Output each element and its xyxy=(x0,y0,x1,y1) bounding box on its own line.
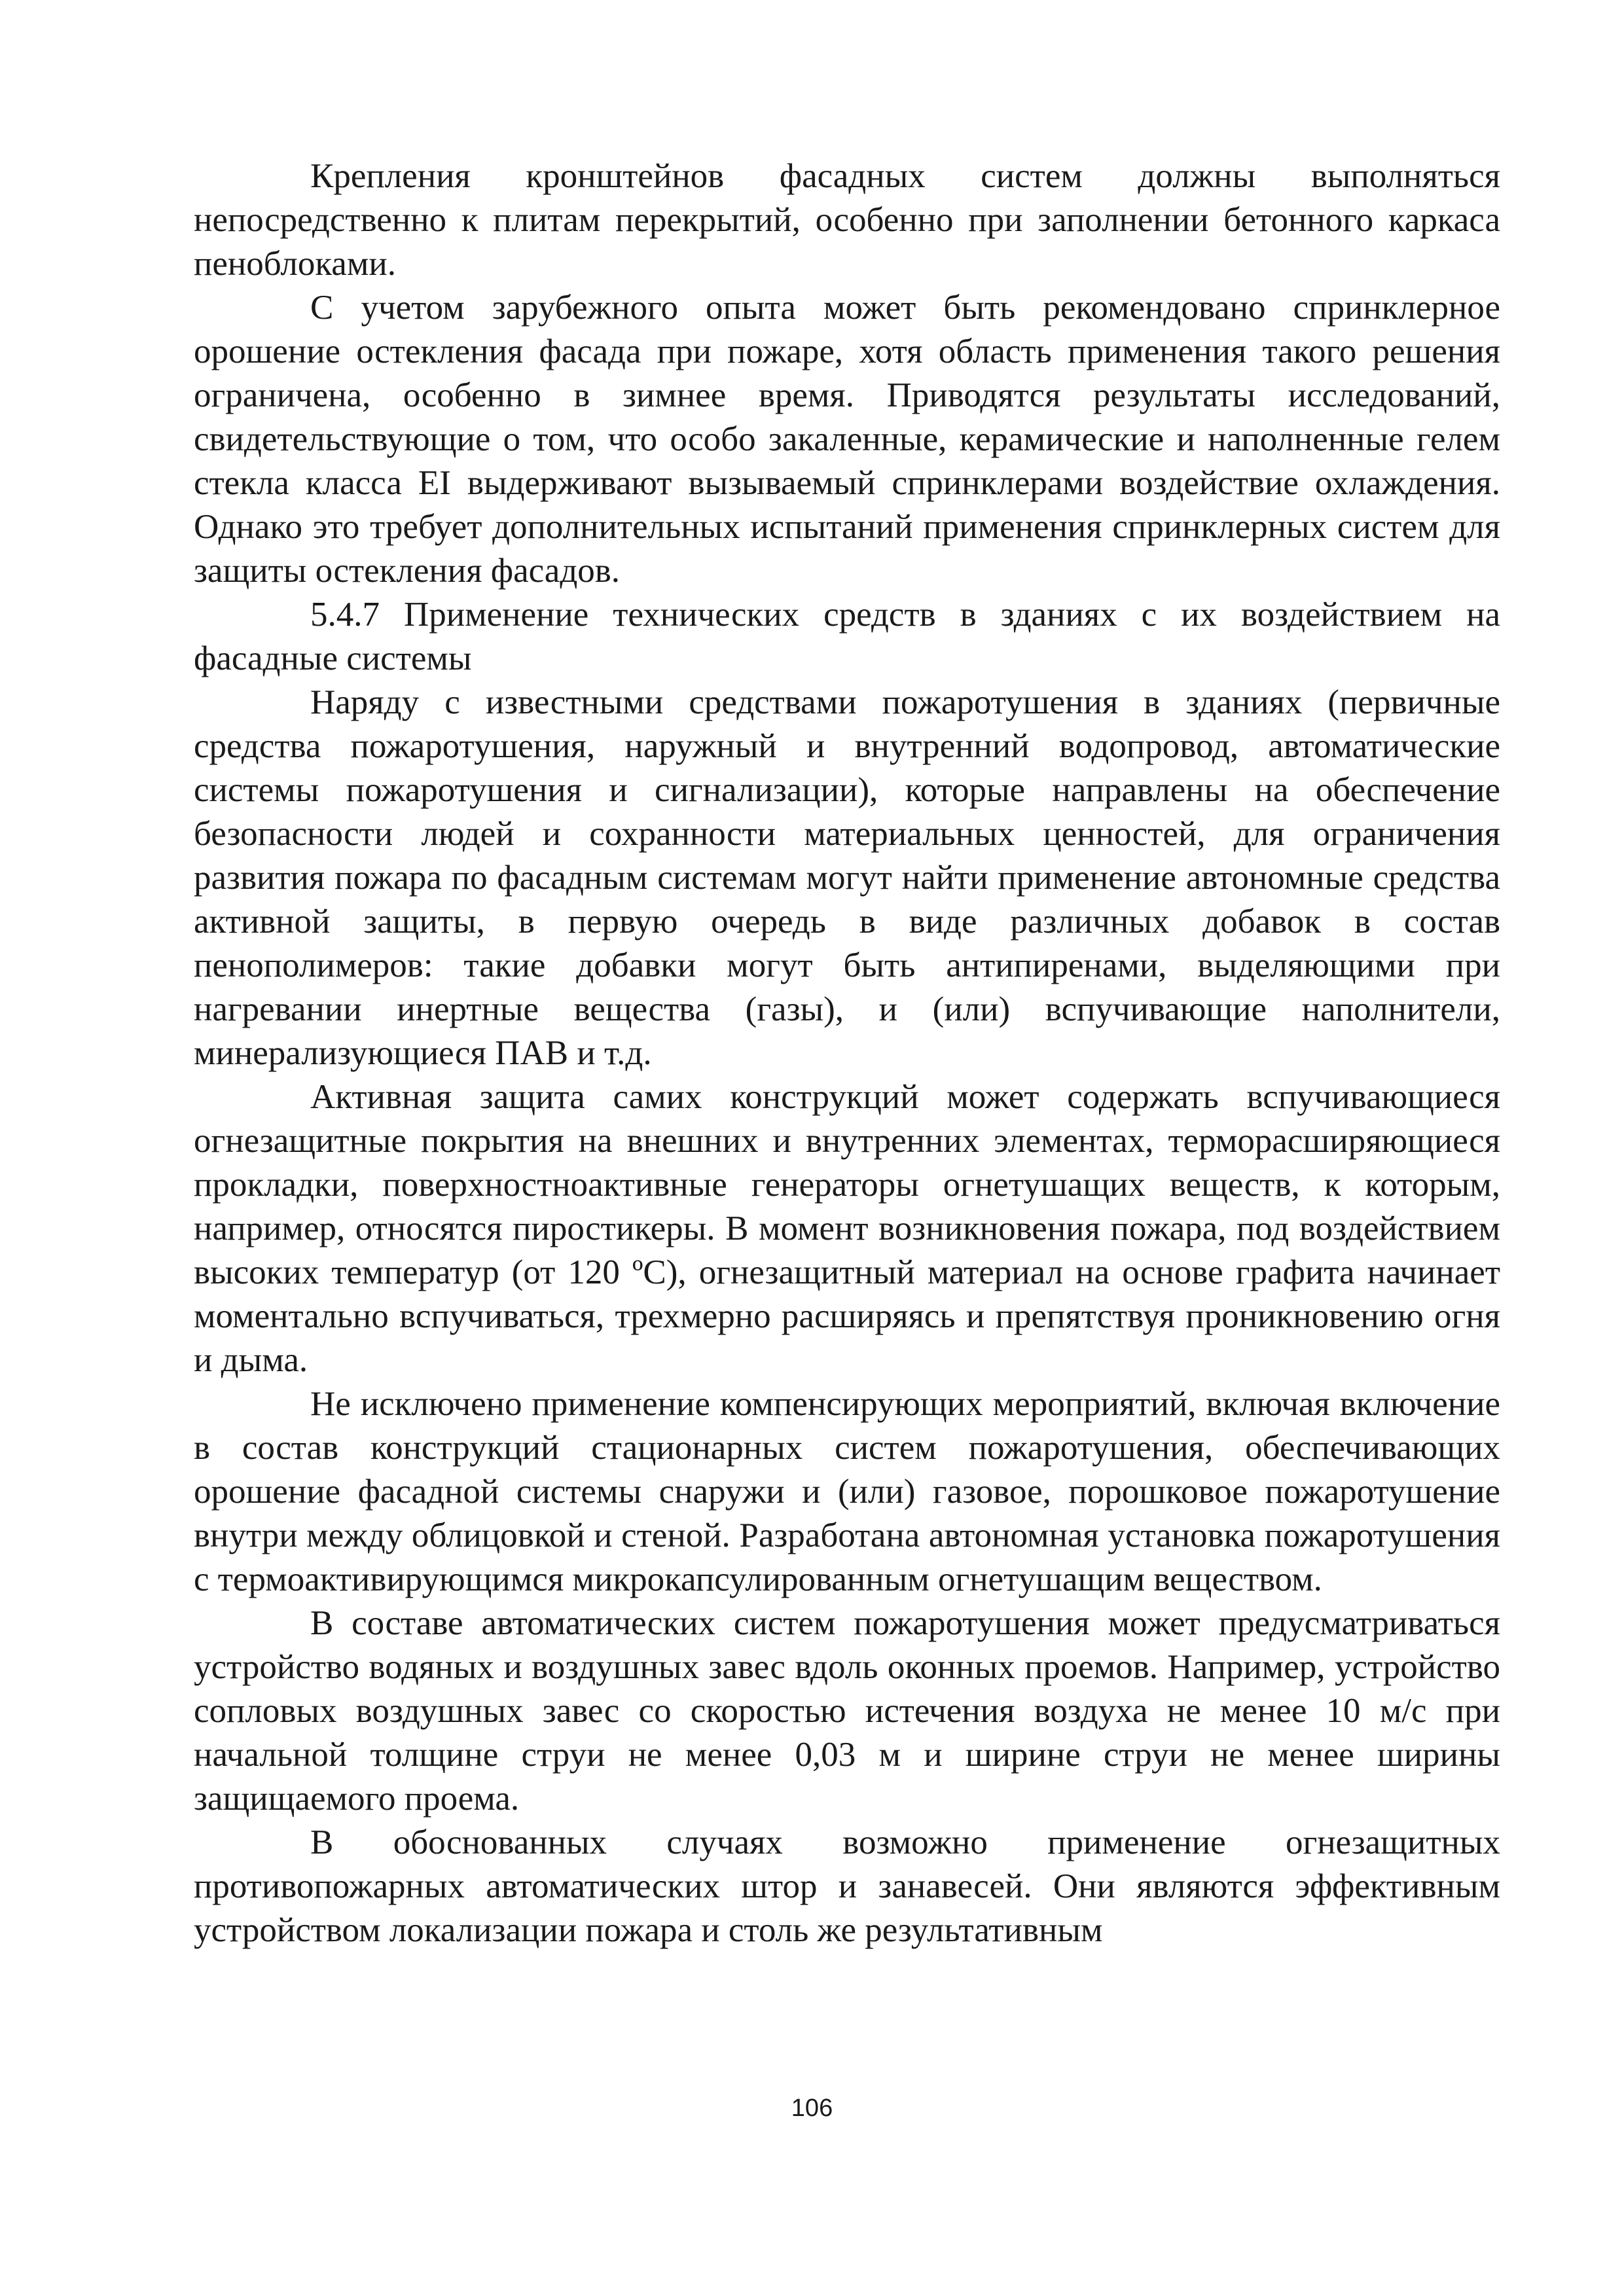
paragraph-air-curtains: В составе автоматических систем пожаротушения может предусматриваться устройство водяных и воздушных завес вдоль оконных проемов. Например, устройство сопловых воздушных завес со скоростью истечения воздуха не менее 10 м/с при начальной толщине струи не менее 0,03 м и ширине струи не менее ширины защищаемого проема. xyxy=(194,1604,1500,1818)
paragraph-compensating-measures: Не исключено применение компенсирующих мероприятий, включая включение в состав конструкций стационарных систем пожаротушения, обеспечивающих орошение фасадной системы снаружи и (или) газовое, порошковое пожаротушение внутри между облицовкой и стеной. Разработана автономная установка пожаротушения с термоактивирующимся микрокапсулированным огнетушащим веществом. xyxy=(194,1385,1500,1598)
paragraph-active-protection: Активная защита самих конструкций может содержать вспучивающиеся огнезащитные покрытия на внешних и внутренних элементах, терморасширяющиеся прокладки, поверхностноактивные генераторы огнетушащих веществ, к которым, например, относятся пиростикеры. В момент возникновения пожара, под воздействием высоких температур (от 120 ºС), огнезащитный материал на основе графита начинает моментально вспучиваться, трехмерно расширяясь и препятствуя проникновению огня и дыма. xyxy=(194,1078,1500,1379)
page-body xyxy=(194,154,1500,1952)
section-heading-5-4-7: 5.4.7 Применение технических средств в зданиях с их воздействием на фасадные системы xyxy=(194,596,1500,677)
paragraph-extinguishing-means: Наряду с известными средствами пожаротушения в зданиях (первичные средства пожаротушения, наружный и внутренний водопровод, автоматические системы пожаротушения и сигнализации), которые направлены на обеспечение безопасности людей и сохранности материальных ценностей, для ограничения развития пожара по фасадным системам могут найти применение автономные средства активной защиты, в первую очередь в виде различных добавок в состав пенополимеров: такие добавки могут быть антипиренами, выделяющими при нагревании инертные вещества (газы), и (или) вспучивающие наполнители, минерализующиеся ПАВ и т.д. xyxy=(194,683,1500,1072)
page-number: 106 xyxy=(791,2094,833,2122)
paragraph-bracket-fastening: Крепления кронштейнов фасадных систем должны выполняться непосредственно к плитам перекрытий, особенно при заполнении бетонного каркаса пеноблоками. xyxy=(194,157,1500,283)
paragraph-fire-curtains: В обоснованных случаях возможно применение огнезащитных противопожарных автоматических штор и занавесей. Они являются эффективным устройством локализации пожара и столь же результативным xyxy=(194,1823,1500,1949)
paragraph-sprinkler-glazing: С учетом зарубежного опыта может быть рекомендовано спринклерное орошение остекления фасада при пожаре, хотя область применения такого решения ограничена, особенно в зимнее время. Приводятся результаты исследований, свидетельствующие о том, что особо закаленные, керамические и наполненные гелем стекла класса EI выдерживают вызываемый спринклерами воздействие охлаждения. Однако это требует дополнительных испытаний применения спринклерных систем для защиты остекления фасадов. xyxy=(194,289,1500,590)
